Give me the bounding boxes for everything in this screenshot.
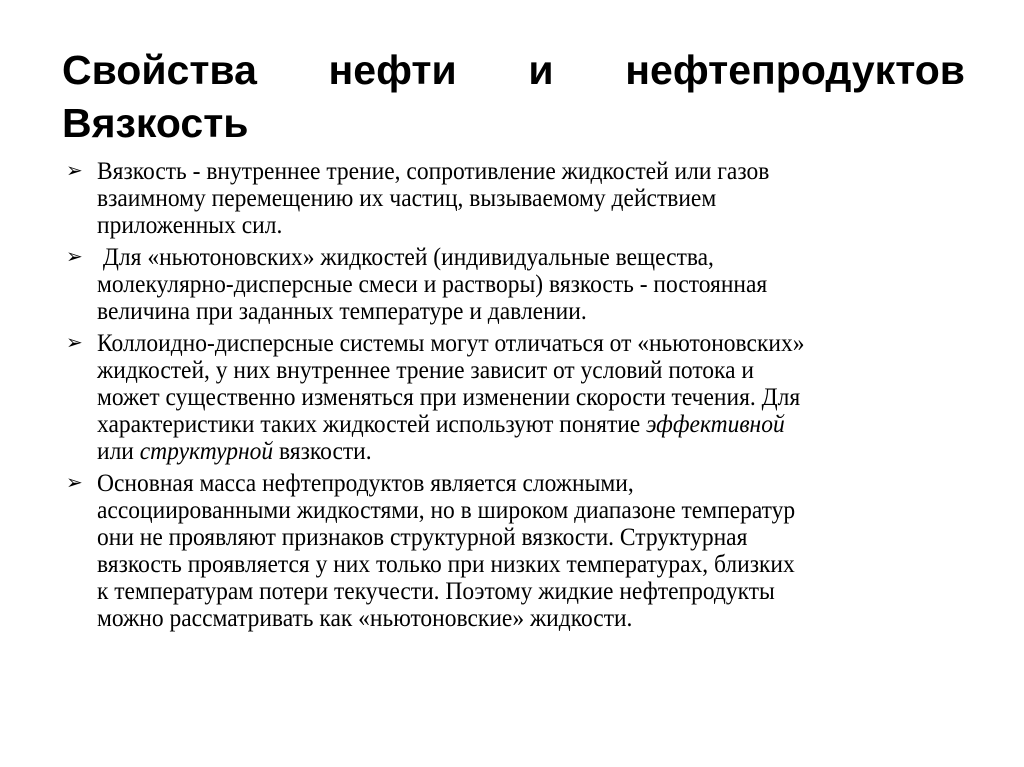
text-line: вязкость проявляется у них только при низких температурах, близких	[97, 551, 795, 578]
arrow-bullet-icon: ➢	[66, 160, 83, 182]
text-line: можно рассматривать как «ньютоновские» жидкости.	[97, 605, 633, 632]
text-line: жидкостей, у них внутреннее трение зависит от условий потока и	[97, 357, 755, 384]
title-line-1	[62, 44, 965, 97]
text-line: ассоциированными жидкостями, но в широком диапазоне температур	[97, 497, 796, 524]
text-segment: характеристики таких жидкостей используют понятие	[97, 411, 647, 438]
text-segment: или	[97, 438, 140, 465]
text-line	[97, 411, 914, 438]
title-word: нефтепродуктов	[625, 47, 965, 93]
text-line: может существенно изменяться при изменении скорости течения. Для	[97, 384, 801, 411]
italic-term: структурной	[139, 438, 274, 465]
text-line: Коллоидно-дисперсные системы могут отличаться от «ньютоновских»	[97, 330, 805, 357]
text-line: Основная масса нефтепродуктов является сложными,	[97, 470, 634, 497]
bullet-item	[66, 244, 966, 325]
text-line: к температурам потери текучести. Поэтому жидкие нефтепродукты	[97, 578, 775, 605]
text-line: Для «ньютоновских» жидкостей (индивидуальные вещества,	[97, 244, 714, 271]
text-segment: вязкости.	[273, 438, 372, 465]
text-line: молекулярно-дисперсные смеси и растворы) вязкость - постоянная	[97, 271, 768, 298]
title-word: Свойства	[62, 47, 257, 93]
text-line: приложенных сил.	[97, 212, 283, 239]
bullet-item	[66, 158, 966, 239]
arrow-bullet-icon: ➢	[66, 332, 83, 354]
bullet-item	[66, 470, 966, 632]
arrow-bullet-icon: ➢	[66, 246, 83, 268]
bullet-list	[66, 158, 966, 637]
bullet-item	[66, 330, 966, 465]
slide-title	[62, 44, 965, 150]
text-line: взаимному перемещению их частиц, вызываемому действием	[97, 185, 717, 212]
text-line: они не проявляют признаков структурной вязкости. Структурная	[97, 524, 748, 551]
arrow-bullet-icon: ➢	[66, 472, 83, 494]
text-line	[97, 438, 914, 465]
title-word: нефти	[328, 47, 457, 93]
title-line-2: Вязкость	[62, 100, 249, 146]
italic-term: эффективной	[646, 411, 785, 438]
title-word: и	[528, 47, 554, 93]
text-line: Вязкость - внутреннее трение, сопротивление жидкостей или газов	[97, 158, 770, 185]
text-line: величина при заданных температуре и давлении.	[97, 298, 587, 325]
